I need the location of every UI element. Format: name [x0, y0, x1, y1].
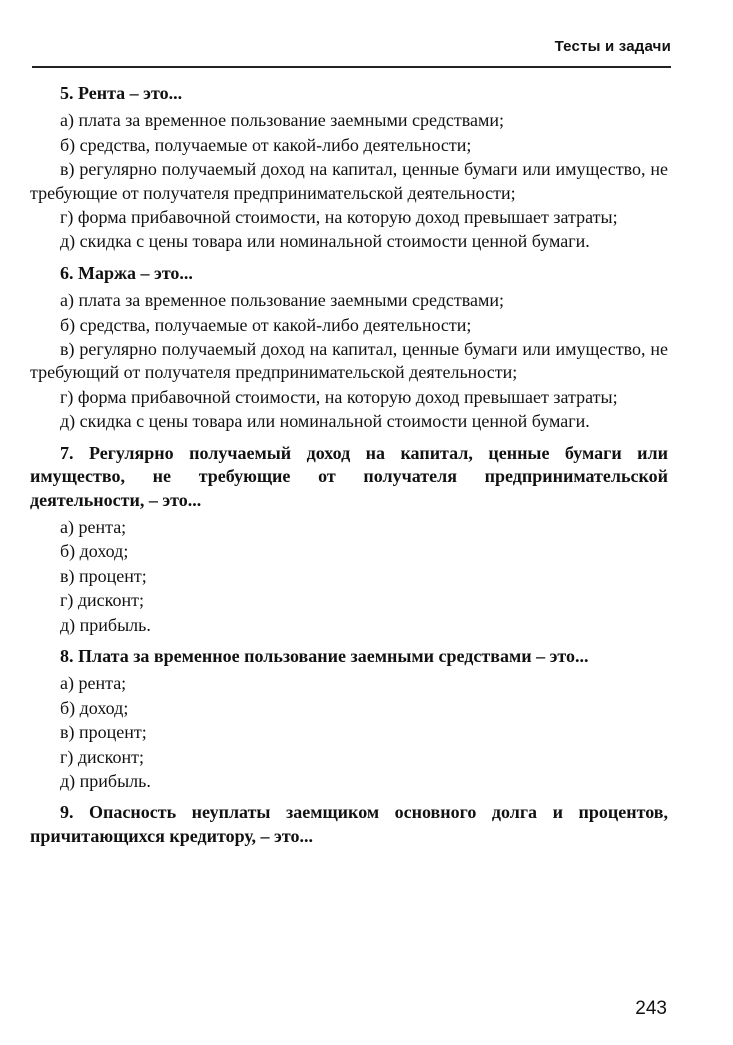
- question-7: [30, 442, 668, 637]
- answer-option: б) доход;: [60, 541, 129, 562]
- answer-option: г) дисконт;: [60, 746, 144, 767]
- answer-option: а) рента;: [60, 673, 127, 694]
- question-8: [30, 645, 668, 793]
- question-title: 8. Плата за временное пользование заемными средствами – это...: [60, 645, 589, 666]
- answer-option: в) регулярно получаемый доход на капитал, ценные бумаги или имущество, не требующие от получателя предпринимательской деятельности;: [30, 159, 668, 203]
- answer-option: в) процент;: [60, 565, 147, 586]
- answer-option: д) скидка с цены товара или номинальной стоимости ценной бумаги.: [60, 411, 590, 432]
- answer-option: в) регулярно получаемый доход на капитал, ценные бумаги или имущество, не требующий от получателя предпринимательской деятельности;: [30, 339, 668, 383]
- answer-option: б) доход;: [60, 697, 129, 718]
- answer-option: в) процент;: [60, 722, 147, 743]
- answer-option: д) прибыль.: [60, 614, 151, 635]
- answer-option: б) средства, получаемые от какой-либо деятельности;: [60, 314, 472, 335]
- question-title: 9. Опасность неуплаты заемщиком основного долга и процентов, причитающихся кредитору, – это...: [30, 802, 668, 846]
- answer-option: а) плата за временное пользование заемными средствами;: [60, 290, 504, 311]
- answer-option: г) дисконт;: [60, 590, 144, 611]
- question-9: [30, 801, 668, 848]
- answer-option: а) рента;: [60, 516, 127, 537]
- page-content: [30, 82, 668, 856]
- running-head-title: Тесты и задачи: [554, 38, 671, 55]
- question-title: 7. Регулярно получаемый доход на капитал, ценные бумаги или имущество, не требующие от получателя предпринимательской деятельности, – это...: [30, 442, 668, 510]
- question-title: 6. Маржа – это...: [60, 262, 193, 283]
- answer-option: г) форма прибавочной стоимости, на которую доход превышает затраты;: [60, 386, 618, 407]
- answer-option: б) средства, получаемые от какой-либо деятельности;: [60, 134, 472, 155]
- page-number: 243: [635, 998, 667, 1019]
- answer-option: а) плата за временное пользование заемными средствами;: [60, 110, 504, 131]
- question-6: [30, 262, 668, 434]
- answer-option: г) форма прибавочной стоимости, на которую доход превышает затраты;: [60, 207, 618, 228]
- answer-option: д) прибыль.: [60, 770, 151, 791]
- question-title: 5. Рента – это...: [60, 83, 183, 103]
- answer-option: д) скидка с цены товара или номинальной стоимости ценной бумаги.: [60, 231, 590, 252]
- header-rule: [32, 66, 671, 68]
- question-5: [30, 82, 668, 254]
